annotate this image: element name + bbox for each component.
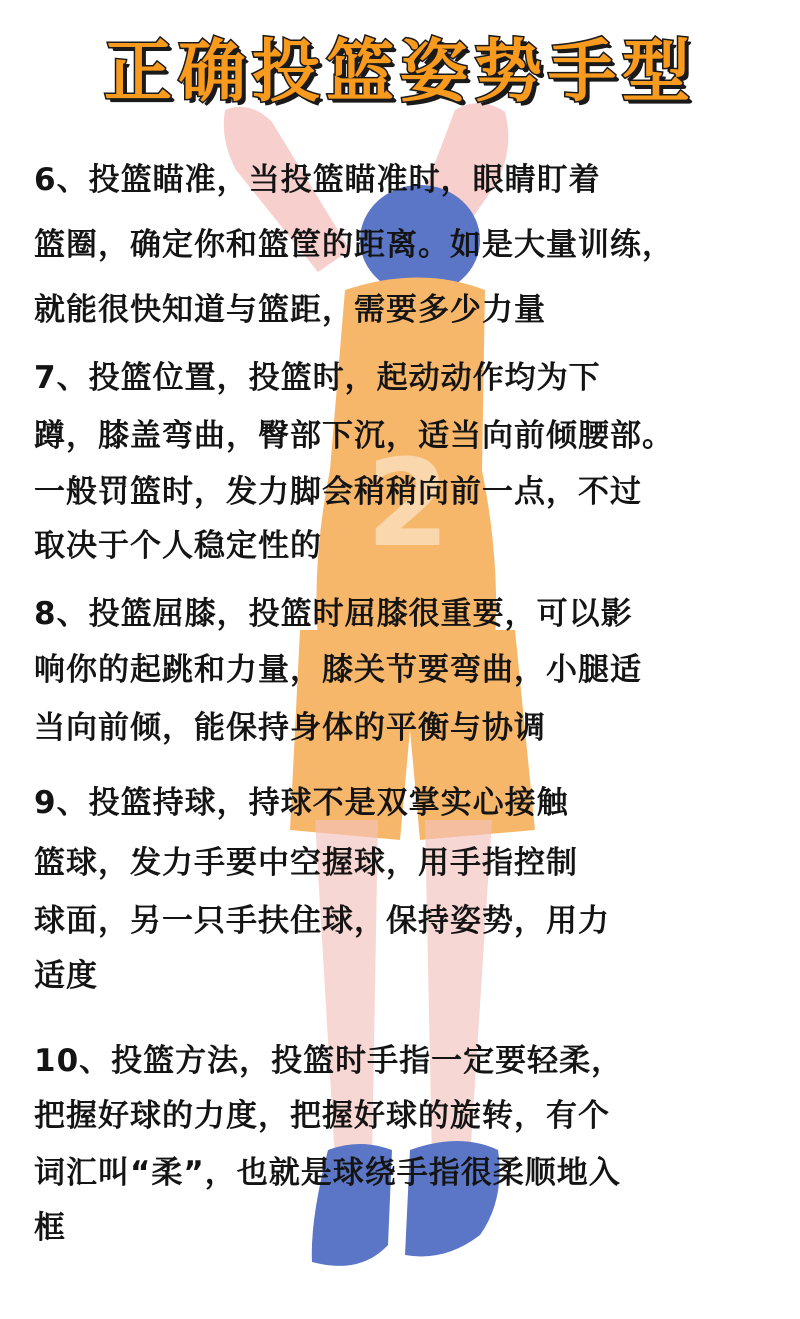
section-line: 把握好球的力度，把握好球的旋转，有个 (34, 1098, 610, 1134)
section-line: 一般罚篮时，发力脚会稍稍向前一点，不过 (34, 474, 642, 510)
section-line: 球面，另一只手扶住球，保持姿势，用力 (34, 903, 610, 939)
section-line: 就能很快知道与篮距，需要多少力量 (34, 292, 546, 328)
section-line: 适度 (34, 958, 98, 994)
page-title: 正确投篮姿势手型 (103, 33, 696, 112)
section-line: 9、投篮持球，持球不是双掌实心接触 (34, 785, 569, 821)
section-line: 框 (34, 1210, 66, 1246)
section-line: 篮圈，确定你和篮筐的距离。如是大量训练， (34, 227, 674, 263)
section-line: 蹲，膝盖弯曲，臀部下沉，适当向前倾腰部。 (34, 418, 674, 454)
section-line: 当向前倾，能保持身体的平衡与协调 (34, 710, 546, 746)
section-line: 10、投篮方法，投篮时手指一定要轻柔， (34, 1043, 624, 1079)
section-line: 6、投篮瞄准，当投篮瞄准时，眼睛盯着 (34, 162, 601, 198)
section-line: 取决于个人稳定性的 (34, 528, 322, 564)
section-line: 8、投篮屈膝，投篮时屈膝很重要，可以影 (34, 596, 633, 632)
section-line: 7、投篮位置，投篮时，起动动作均为下 (34, 360, 601, 396)
jersey-number: 2 (366, 435, 450, 574)
section-line: 词汇叫“柔”，也就是球绕手指很柔顺地入 (34, 1155, 621, 1191)
section-line: 篮球，发力手要中空握球，用手指控制 (34, 845, 578, 881)
section-line: 响你的起跳和力量，膝关节要弯曲，小腿适 (34, 652, 642, 688)
